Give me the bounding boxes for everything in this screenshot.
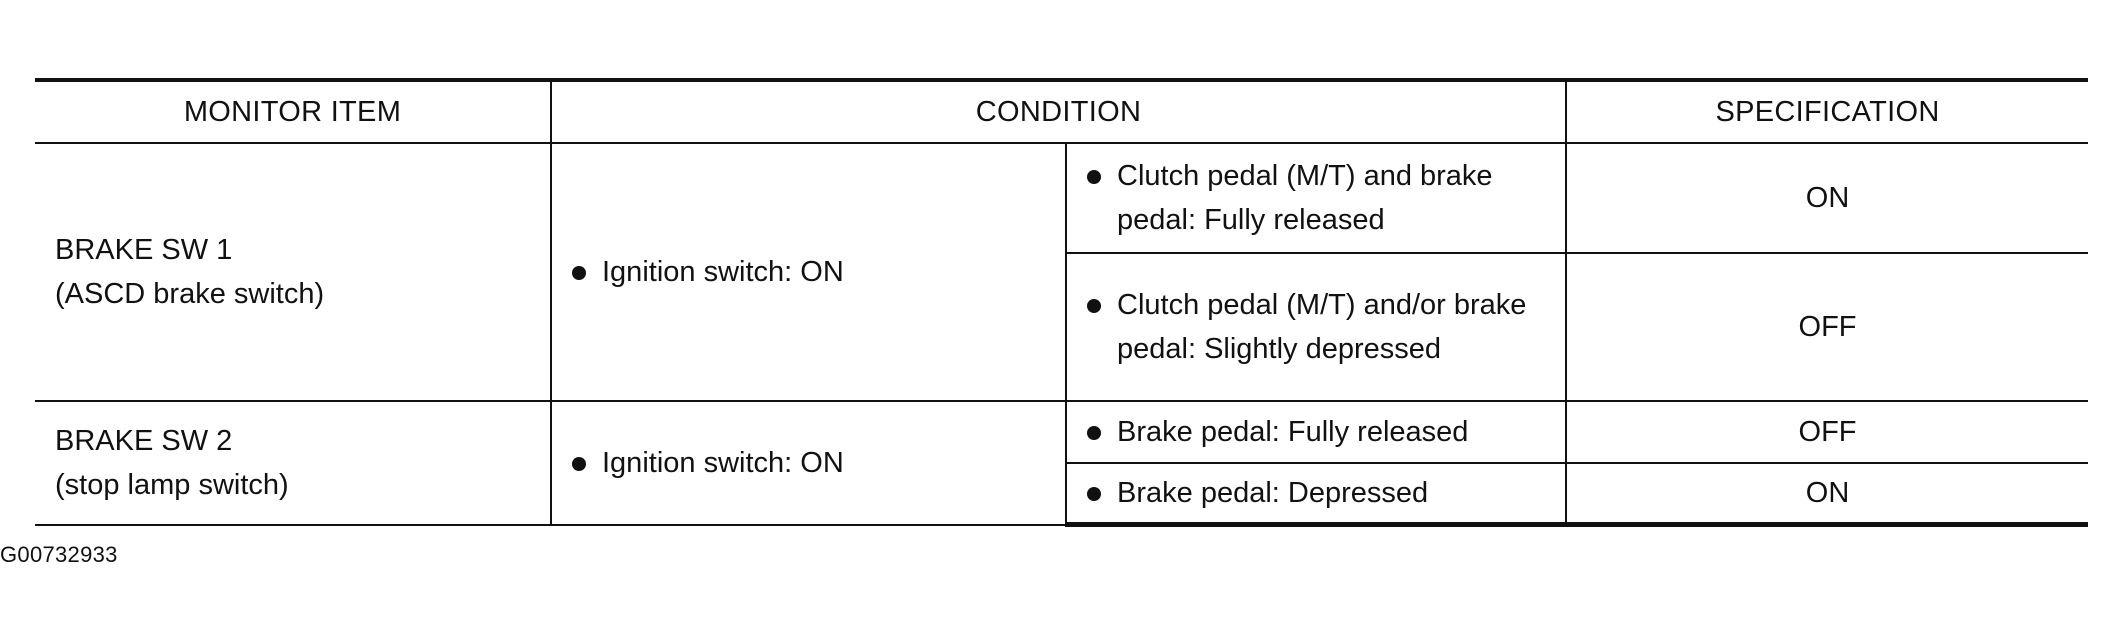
header-monitor-item: MONITOR ITEM (35, 80, 551, 143)
monitor-item-cell (35, 401, 551, 525)
sub-condition-text: Brake pedal: Fully released (1117, 416, 1469, 448)
monitor-item-name: BRAKE SW 2 (55, 424, 233, 457)
sub-condition-text: Clutch pedal (M/T) and/or brake pedal: Slightly depressed (1117, 289, 1527, 365)
main-condition-cell (551, 143, 1066, 401)
main-condition-text: Ignition switch: ON (602, 256, 844, 288)
monitor-item-description: (stop lamp switch) (55, 468, 289, 501)
specification-value: OFF (1566, 253, 2088, 401)
specification-value: ON (1566, 143, 2088, 253)
main-condition-cell (551, 401, 1066, 525)
sub-condition-cell (1066, 253, 1566, 401)
bullet-icon (1087, 170, 1101, 184)
sub-condition-cell (1066, 463, 1566, 525)
header-specification: SPECIFICATION (1566, 80, 2088, 143)
sub-condition-cell (1066, 143, 1566, 253)
bullet-icon (1087, 487, 1101, 501)
sub-condition-text: Clutch pedal (M/T) and brake pedal: Fully released (1117, 160, 1493, 236)
figure-id: G00732933 (0, 542, 118, 567)
header-condition: CONDITION (551, 80, 1566, 143)
sub-condition-text: Brake pedal: Depressed (1117, 477, 1429, 509)
table-row (35, 401, 2088, 463)
monitor-item-cell (35, 143, 551, 401)
main-condition-text: Ignition switch: ON (602, 446, 844, 479)
header-row (35, 80, 2088, 143)
bullet-icon (1087, 299, 1101, 313)
bullet-icon (572, 457, 586, 471)
monitor-spec-table (35, 78, 2088, 527)
monitor-item-name: BRAKE SW 1 (55, 234, 233, 266)
bullet-icon (572, 266, 586, 280)
bullet-icon (1087, 426, 1101, 440)
specification-value: ON (1566, 463, 2088, 525)
specification-value: OFF (1566, 401, 2088, 463)
table-row (35, 143, 2088, 253)
monitor-item-description: (ASCD brake switch) (55, 278, 325, 310)
sub-condition-cell (1066, 401, 1566, 463)
